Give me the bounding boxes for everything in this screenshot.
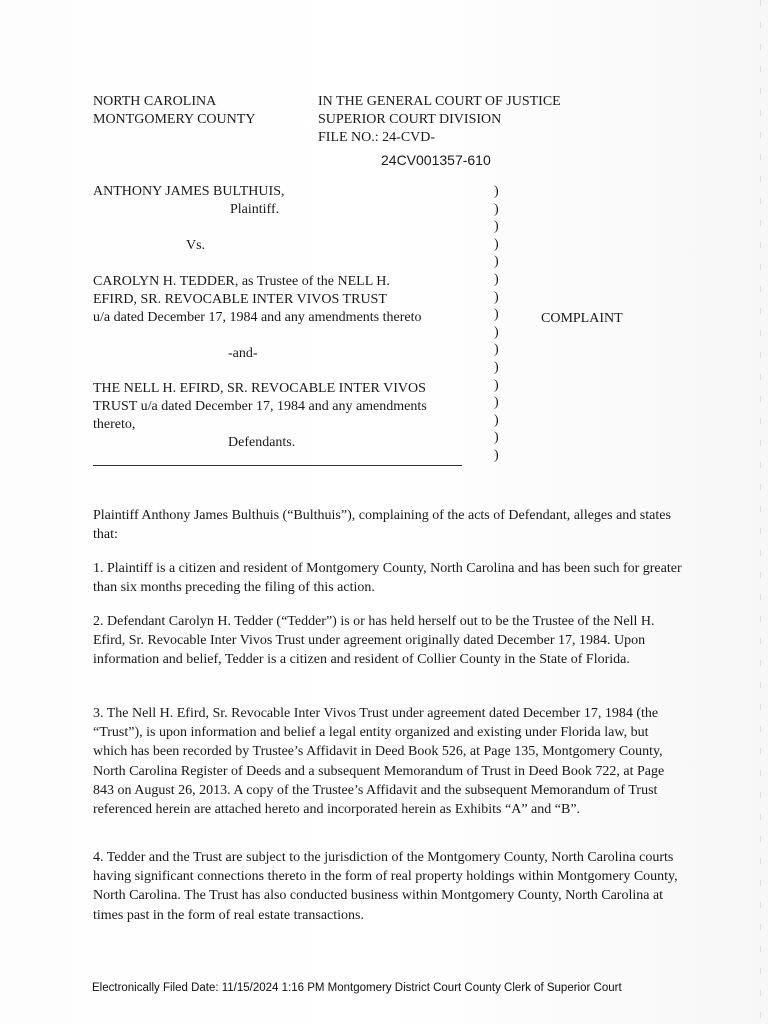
paragraph-1: 1. Plaintiff is a citizen and resident of Montgomery County, North Carolina and has been such for greater than six months preceding the filing of this action. [93, 561, 682, 596]
document-type: COMPLAINT [541, 311, 623, 326]
defendant2-line2: TRUST u/a dated December 17, 1984 and any amendments [93, 399, 427, 414]
county-name: MONTGOMERY COUNTY [93, 112, 256, 127]
plaintiff-role: Plaintiff. [230, 202, 280, 217]
case-number: 24CV001357-610 [381, 152, 491, 168]
intro-paragraph: Plaintiff Anthony James Bulthuis (“Bulthuis”), complaining of the acts of Defendant, alleges and states that: [93, 508, 671, 543]
caption-underline [93, 465, 462, 466]
versus-label: Vs. [186, 238, 206, 253]
and-separator: -and- [228, 346, 258, 361]
state-name: NORTH CAROLINA [93, 94, 217, 109]
file-number-label: FILE NO.: 24-CVD- [318, 130, 436, 145]
paragraph-4: 4. Tedder and the Trust are subject to the jurisdiction of the Montgomery County, North Carolina courts having significant connections thereto in the form of real property holdings within Montgomery County, North Carolina. The Trust has also conducted business within Montgomery County, North Carolina at times past in the form of real estate transactions. [93, 850, 678, 923]
paragraph-3: 3. The Nell H. Efird, Sr. Revocable Inter Vivos Trust under agreement dated December 17, 1984 (the “Trust”), is upon information and belief a legal entity organized and existing under Florida law, but which has been recorded by Trustee’s Affidavit in Deed Book 526, at Page 135, Montgomery County, North Carolina Register of Deeds and a subsequent Memorandum of Trust in Deed Book 722, at Page 843 on August 26, 2013. A copy of the Trustee’s Affidavit and the subsequent Memorandum of Trust referenced herein are attached hereto and incorporated herein as Exhibits “A” and “B”. [93, 706, 665, 818]
paragraph-2: 2. Defendant Carolyn H. Tedder (“Tedder”) is or has held herself out to be the Trustee of the Nell H. Efird, Sr. Revocable Inter Vivos Trust under agreement originally dated December 17, 1984. Upon information and belief, Tedder is a citizen and resident of Collier County in the State of Florida. [93, 614, 655, 668]
defendant2-line3: thereto, [93, 417, 136, 432]
caption-paren-column: ) ) ) ) ) ) ) ) ) ) ) ) ) ) ) ) [494, 184, 499, 463]
defendant1-line1: CAROLYN H. TEDDER, as Trustee of the NELL H. [93, 274, 390, 289]
defendant1-line3: u/a dated December 17, 1984 and any amendments thereto [93, 310, 422, 325]
defendant-role: Defendants. [228, 435, 296, 450]
defendant2-line1: THE NELL H. EFIRD, SR. REVOCABLE INTER VIVOS [93, 381, 426, 396]
electronic-filing-stamp: Electronically Filed Date: 11/15/2024 1:16 PM Montgomery District Court County Clerk of Superior Court [92, 982, 622, 994]
court-name: IN THE GENERAL COURT OF JUSTICE [318, 94, 561, 109]
defendant1-line2: EFIRD, SR. REVOCABLE INTER VIVOS TRUST [93, 292, 387, 307]
court-division: SUPERIOR COURT DIVISION [318, 112, 502, 127]
scan-edge-marks [760, 0, 761, 1024]
plaintiff-name: ANTHONY JAMES BULTHUIS, [93, 184, 285, 199]
